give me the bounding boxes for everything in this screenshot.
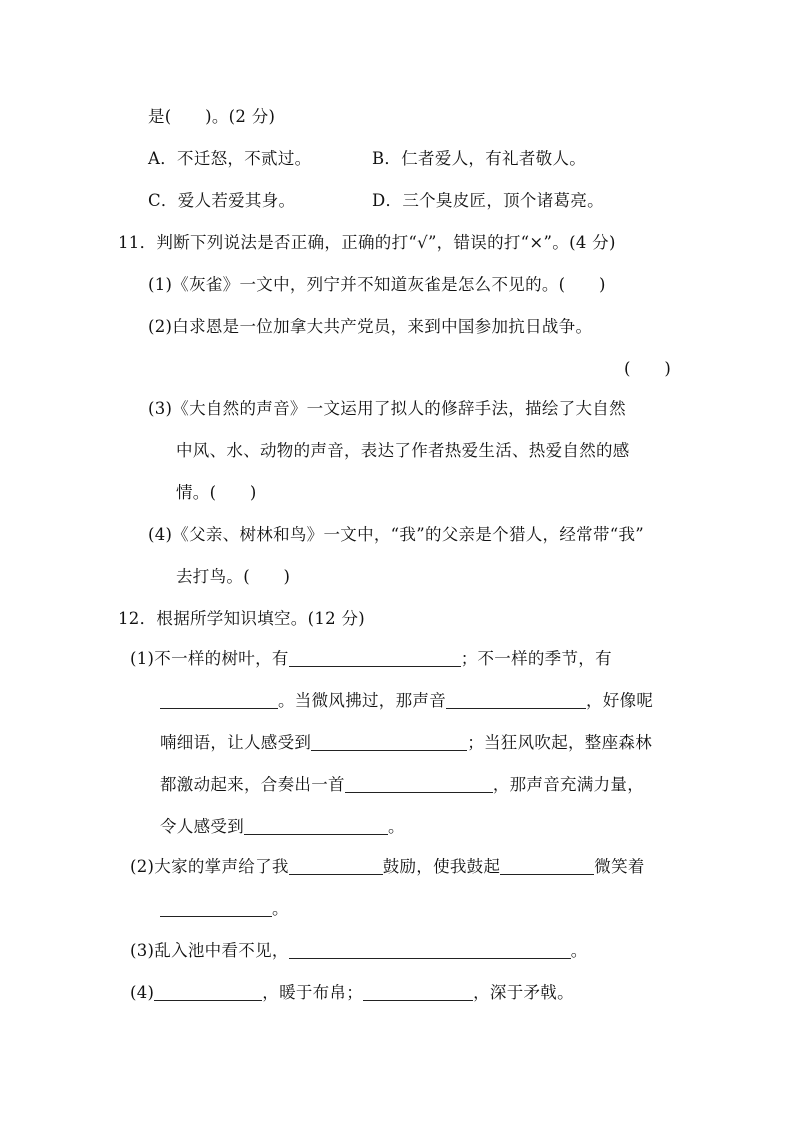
q12-part-2-line-2 xyxy=(160,898,289,920)
q12-p1-text-i: 令人感受到 xyxy=(160,817,244,836)
q11-item-4-line-1: (4)《父亲、树林和鸟》一文中，“我”的父亲是个猎人，经常带“我” xyxy=(148,525,645,544)
q11-item-3-line-1: (3)《大自然的声音》一文运用了拟人的修辞手法，描绘了大自然 xyxy=(148,399,626,418)
q11-stem: 11．判断下列说法是否正确，正确的打“√”，错误的打“×”。(4 分) xyxy=(118,233,616,252)
q11-item-1: (1)《灰雀》一文中，列宁并不知道灰雀是怎么不见的。( ) xyxy=(148,275,606,294)
q12-p1-text-a: (1)不一样的树叶，有 xyxy=(130,649,289,668)
q12-p1-text-h: ，那声音充满力量， xyxy=(492,775,645,794)
q10-stem-tail: 是( )。(2 分) xyxy=(148,107,276,126)
q11-item-3-line-2: 中风、水、动物的声音，表达了作者热爱生活、热爱自然的感 xyxy=(176,441,630,460)
q12-p2-text-a: (2)大家的掌声给了我 xyxy=(130,857,289,876)
q12-part-1-line-1 xyxy=(130,648,612,670)
q12-p1-blank-4[interactable] xyxy=(311,732,467,751)
q12-stem: 12．根据所学知识填空。(12 分) xyxy=(118,609,366,628)
q12-part-2-line-1 xyxy=(130,856,645,878)
q12-part-1-line-5 xyxy=(160,816,405,838)
q12-p2-blank-1[interactable] xyxy=(289,856,383,875)
q11-item-3-line-3: 情。( ) xyxy=(176,483,257,502)
q12-p3-text-b: 。 xyxy=(570,941,588,960)
q12-p4-text-c: ，深于矛戟。 xyxy=(473,983,574,1002)
q12-part-1-line-2 xyxy=(160,690,653,712)
q12-p1-blank-2[interactable] xyxy=(160,690,278,709)
q12-part-1-line-3 xyxy=(160,732,652,754)
q12-part-1-line-4 xyxy=(160,774,644,796)
q12-p1-text-e: 喃细语，让人感受到 xyxy=(160,733,312,752)
q12-p1-text-g: 都激动起来，合奏出一首 xyxy=(160,775,345,794)
q12-p2-text-d: 。 xyxy=(272,899,289,918)
q12-part-4 xyxy=(130,982,574,1004)
q10-option-a[interactable]: A．不迁怒，不贰过。 xyxy=(148,149,312,168)
q10-option-b[interactable]: B．仁者爱人，有礼者敬人。 xyxy=(372,149,587,168)
q12-p2-text-b: 鼓励，使我鼓起 xyxy=(382,857,501,876)
q12-p1-blank-3[interactable] xyxy=(446,690,586,709)
q12-p1-blank-5[interactable] xyxy=(345,774,493,793)
q12-p3-text-a: (3)乱入池中看不见， xyxy=(130,941,289,960)
q12-p2-blank-2[interactable] xyxy=(500,856,594,875)
q10-option-c[interactable]: C．爱人若爱其身。 xyxy=(148,191,296,210)
q12-p1-blank-6[interactable] xyxy=(244,816,388,835)
q12-p1-text-j: 。 xyxy=(388,817,405,836)
q11-item-2: (2)白求恩是一位加拿大共产党员，来到中国参加抗日战争。 xyxy=(148,317,593,336)
q12-p1-text-d: ，好像呢 xyxy=(586,691,654,710)
q12-p1-blank-1[interactable] xyxy=(289,648,461,667)
q12-p3-blank-1[interactable] xyxy=(289,940,571,959)
q12-part-3 xyxy=(130,940,588,962)
q12-p4-text-b: ，暖于布帛； xyxy=(262,983,364,1002)
q11-item-4-line-2: 去打鸟。( ) xyxy=(176,567,291,586)
q12-p2-text-c: 微笑着 xyxy=(594,857,645,876)
q10-option-d[interactable]: D．三个臭皮匠，顶个诸葛亮。 xyxy=(372,191,604,210)
q12-p2-blank-3[interactable] xyxy=(160,898,272,917)
q12-p4-blank-2[interactable] xyxy=(363,982,473,1001)
q12-p1-text-f: ；当狂风吹起，整座森林 xyxy=(467,733,653,752)
q11-item-2-answer-paren[interactable]: ( ) xyxy=(624,359,672,378)
q12-p1-text-b: ；不一样的季节，有 xyxy=(460,649,612,668)
q12-p1-text-c: 。当微风拂过，那声音 xyxy=(278,691,446,710)
q12-p4-blank-1[interactable] xyxy=(154,982,262,1001)
q12-p4-text-a: (4) xyxy=(130,983,155,1002)
